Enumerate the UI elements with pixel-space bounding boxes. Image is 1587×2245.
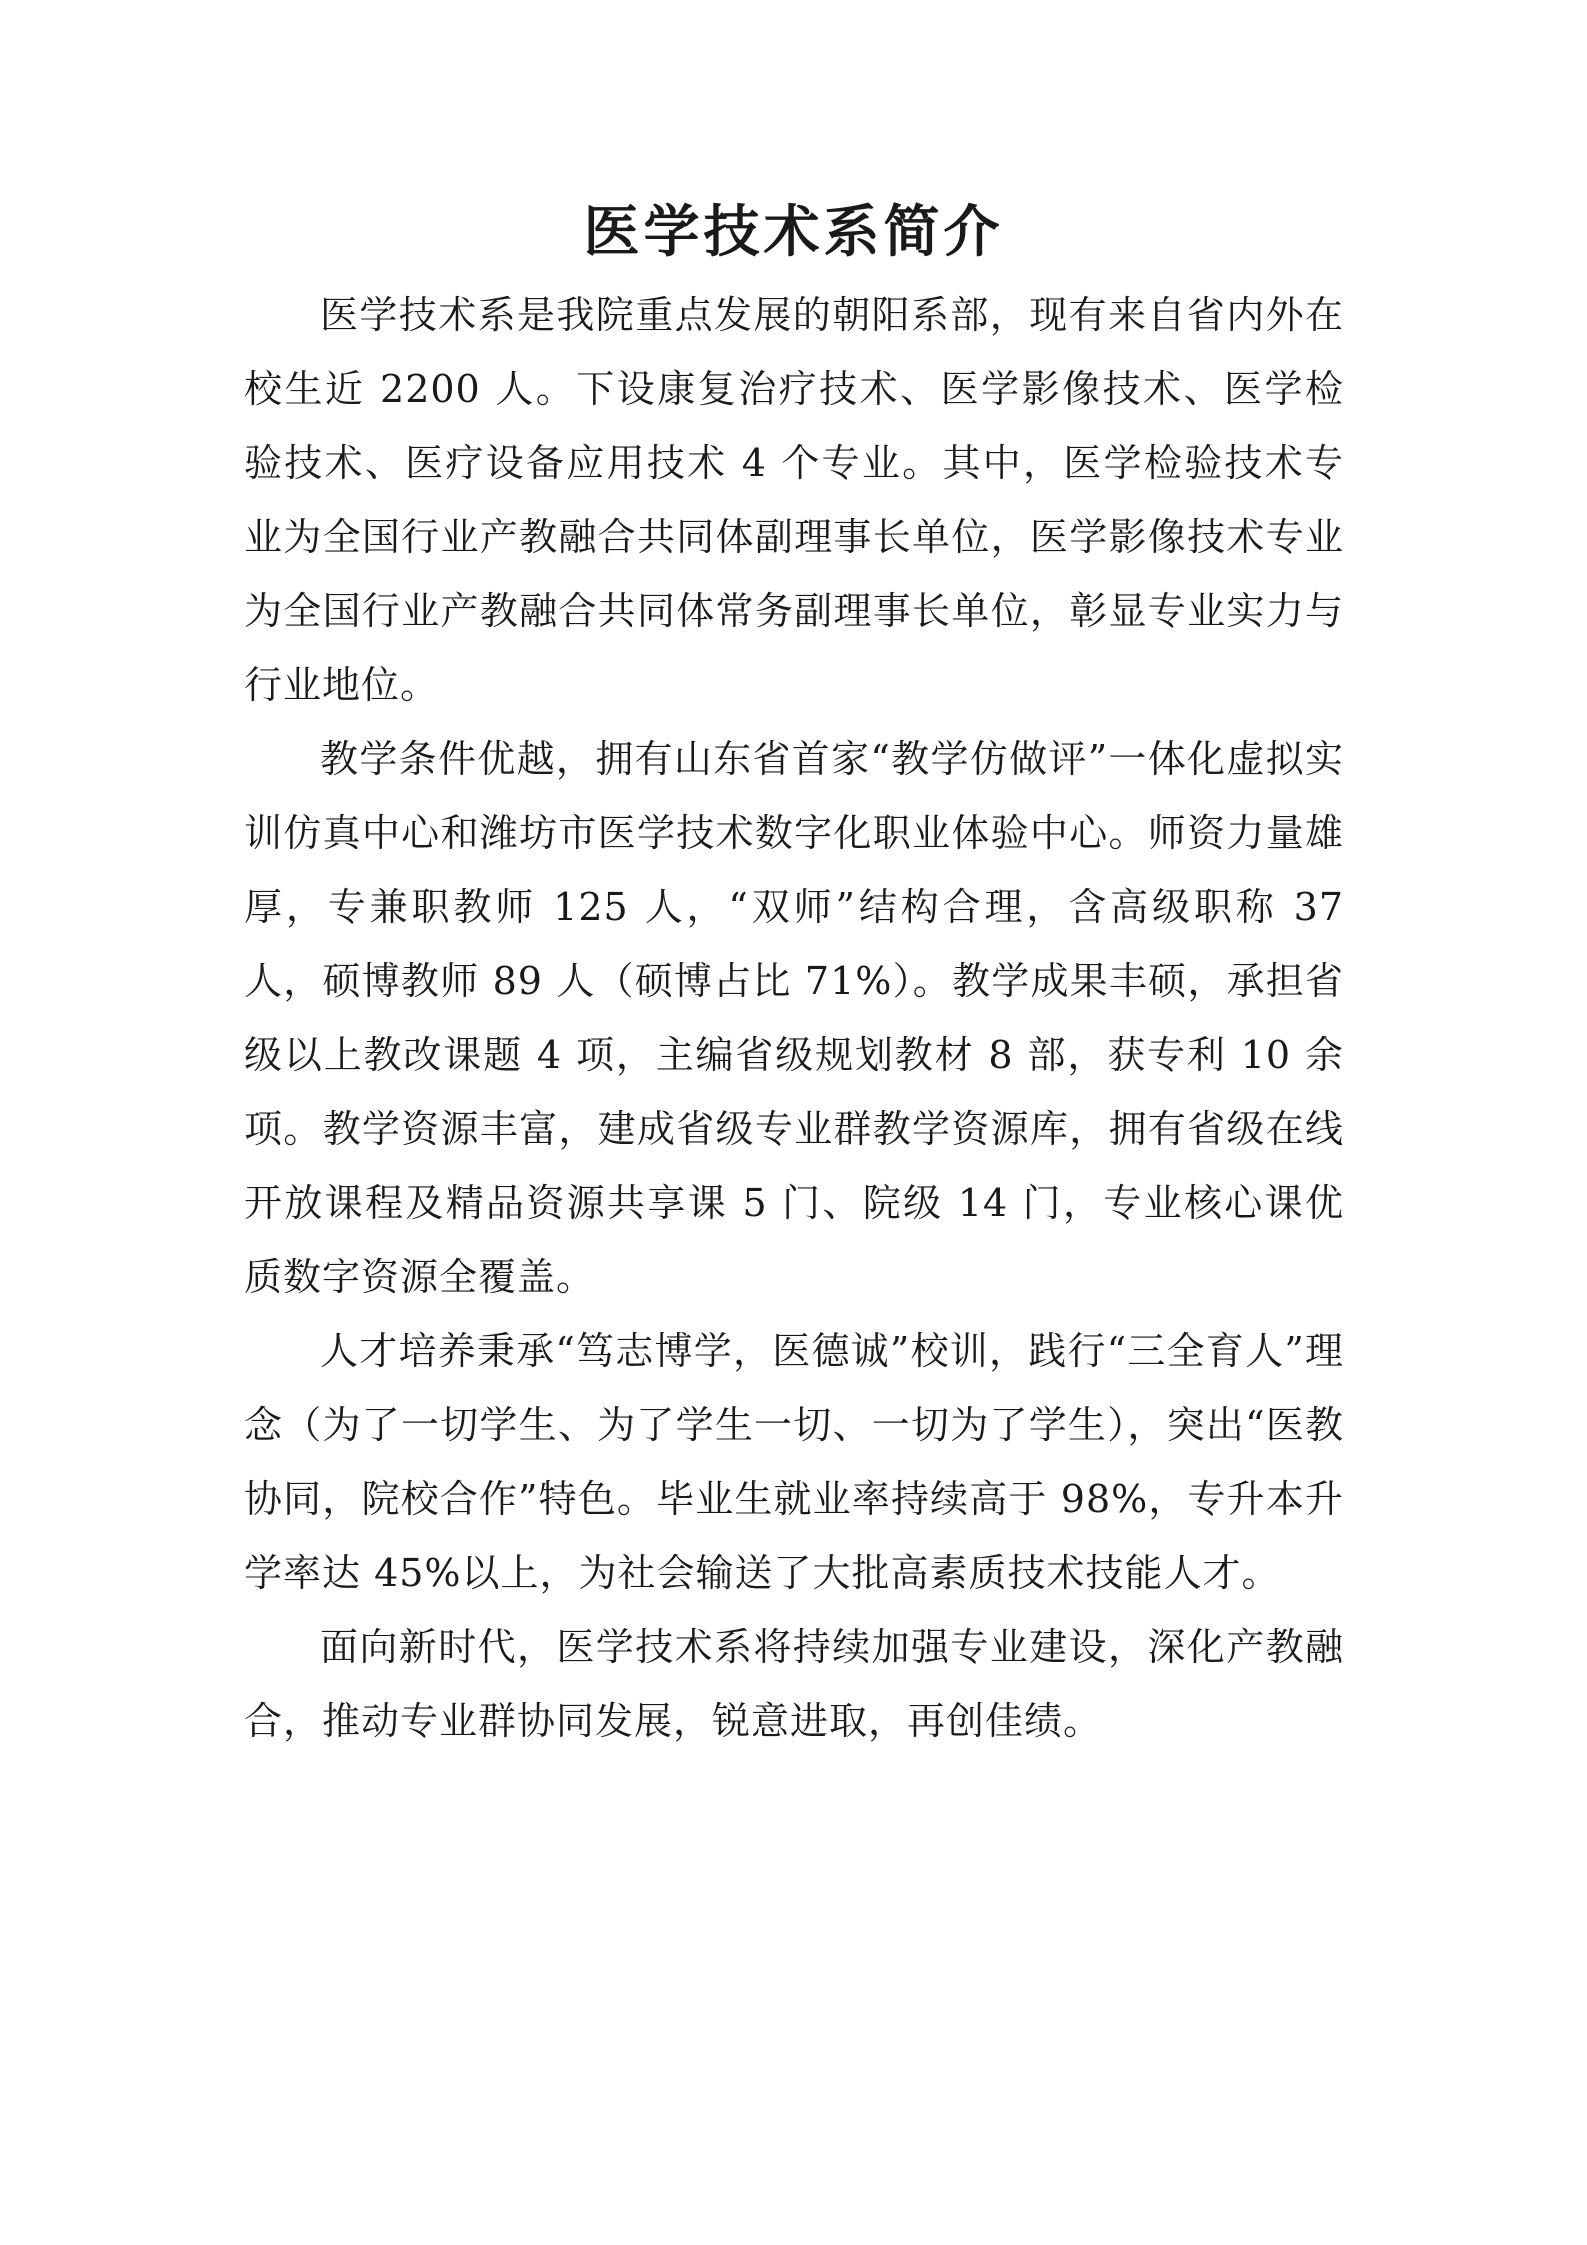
paragraph-talent-cultivation: 人才培养秉承“笃志博学，医德诚”校训，践行“三全育人”理念（为了一切学生、为了学生一切、一切为了学生），突出“医教协同，院校合作”特色。毕业生就业率持续高于 98%，专升本升学率达 45%以上，为社会输送了大批高素质技术技能人才。 <box>244 1329 1344 1595</box>
paragraph-outlook: 面向新时代，医学技术系将持续加强专业建设，深化产教融合，推动专业群协同发展，锐意进取，再创佳绩。 <box>244 1625 1344 1743</box>
paragraph-teaching-conditions: 教学条件优越，拥有山东省首家“教学仿做评”一体化虚拟实训仿真中心和潍坊市医学技术数字化职业体验中心。师资力量雄厚，专兼职教师 125 人，“双师”结构合理，含高级职称 37 人，硕博教师 89 人（硕博占比 71%）。教学成果丰硕，承担省级以上教改课题 4 项，主编省级规划教材 8 部，获专利 10 余项。教学资源丰富，建成省级专业群教学资源库，拥有省级在线开放课程及精品资源共享课 5 门、院级 14 门，专业核心课优质数字资源全覆盖。 <box>244 737 1344 1299</box>
document-body <box>244 278 1344 1758</box>
paragraph-overview: 医学技术系是我院重点发展的朝阳系部，现有来自省内外在校生近 2200 人。下设康复治疗技术、医学影像技术、医学检验技术、医疗设备应用技术 4 个专业。其中，医学检验技术专业为全国行业产教融合共同体副理事长单位，医学影像技术专业为全国行业产教融合共同体常务副理事长单位，彰显专业实力与行业地位。 <box>244 293 1344 707</box>
document-title: 医学技术系简介 <box>583 199 1004 265</box>
